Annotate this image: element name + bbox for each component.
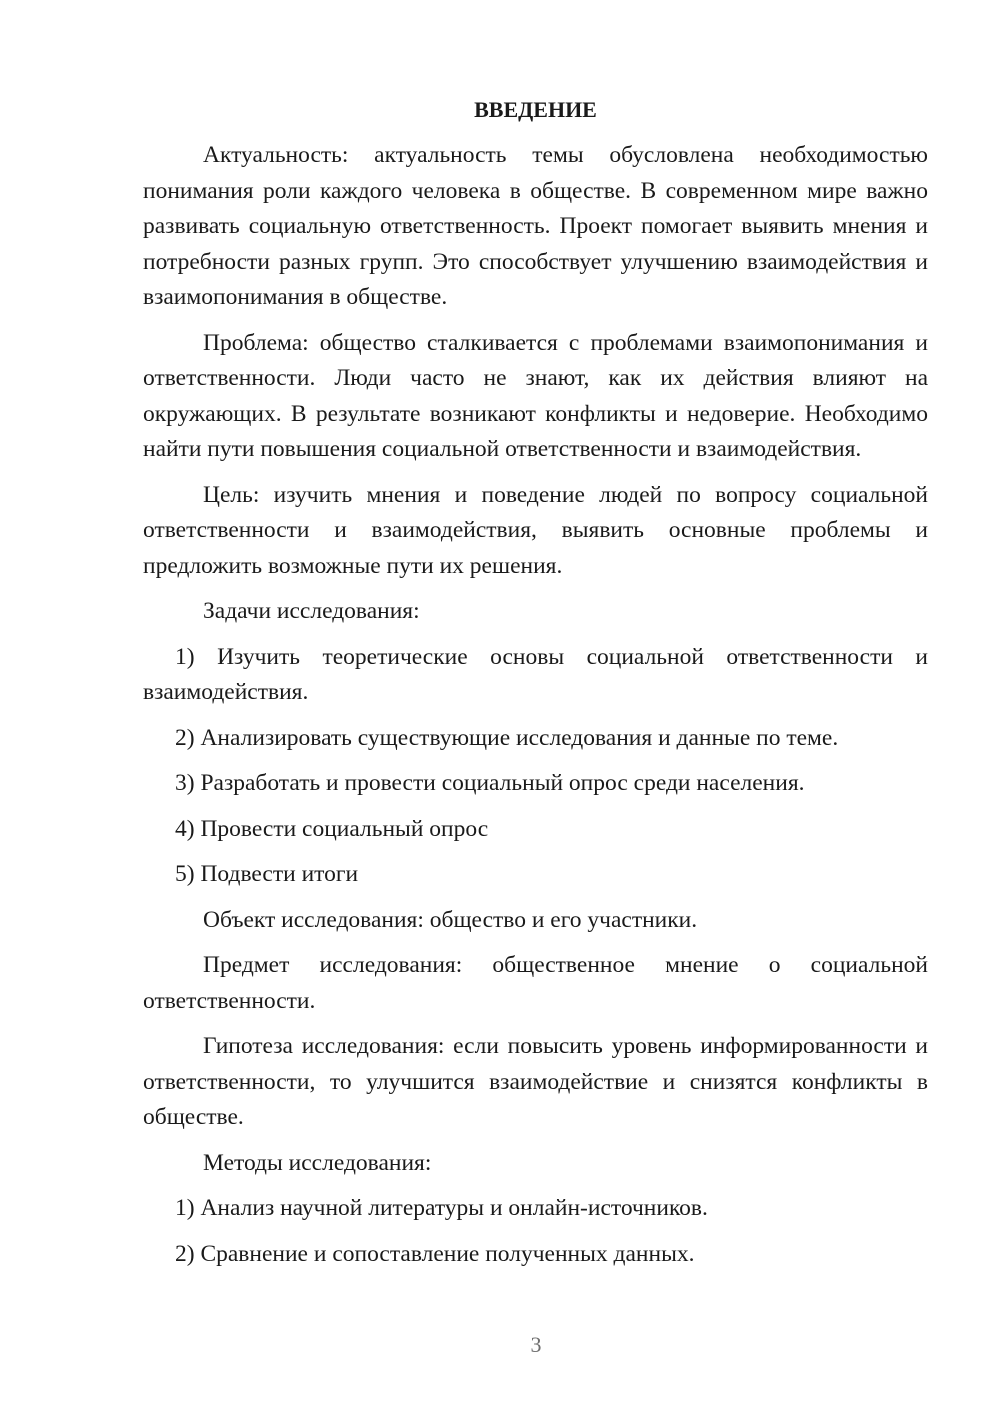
task-item: 5) Подвести итоги xyxy=(175,861,359,887)
hypothesis-paragraph: Гипотеза исследования: если повысить уровень информированности и ответственности, то улучшится взаимодействие и снизятся конфликты в обществе. xyxy=(143,1033,928,1130)
page-content xyxy=(143,92,928,1282)
page-number: 3 xyxy=(530,1332,542,1357)
task-item: 3) Разработать и провести социальный опрос среди населения. xyxy=(175,770,805,796)
methods-heading: Методы исследования: xyxy=(203,1149,432,1176)
tasks-heading: Задачи исследования: xyxy=(203,598,420,624)
relevance-paragraph: Актуальность: актуальность темы обусловлена необходимостью понимания роли каждого человека в обществе. В современном мире важно развивать социальную ответственность. Проект помогает выявить мнения и потребности разных групп. Это способствует улучшению взаимодействия и взаимопонимания в обществе. xyxy=(143,142,928,310)
problem-paragraph: Проблема: общество сталкивается с проблемами взаимопонимания и ответственности. Люди часто не знают, как их действия влияют на окружающих. В результате возникают конфликты и недоверие. Необходимо найти пути повышения социальной ответственности и взаимодействия. xyxy=(143,329,928,462)
subject-paragraph: Предмет исследования: общественное мнение о социальной ответственности. xyxy=(143,952,928,1014)
method-item: 1) Анализ научной литературы и онлайн-источников. xyxy=(175,1195,708,1221)
method-item: 2) Сравнение и сопоставление полученных данных. xyxy=(175,1240,695,1267)
page-title: ВВЕДЕНИЕ xyxy=(474,97,597,122)
task-item: 1) Изучить теоретические основы социальной ответственности и взаимодействия. xyxy=(143,643,928,705)
task-item: 2) Анализировать существующие исследования и данные по теме. xyxy=(175,724,839,751)
object-paragraph: Объект исследования: общество и его участники. xyxy=(203,906,698,933)
goal-paragraph: Цель: изучить мнения и поведение людей по вопросу социальной ответственности и взаимодействия, выявить основные проблемы и предложить возможные пути их решения. xyxy=(143,481,928,579)
task-item: 4) Провести социальный опрос xyxy=(175,815,489,842)
